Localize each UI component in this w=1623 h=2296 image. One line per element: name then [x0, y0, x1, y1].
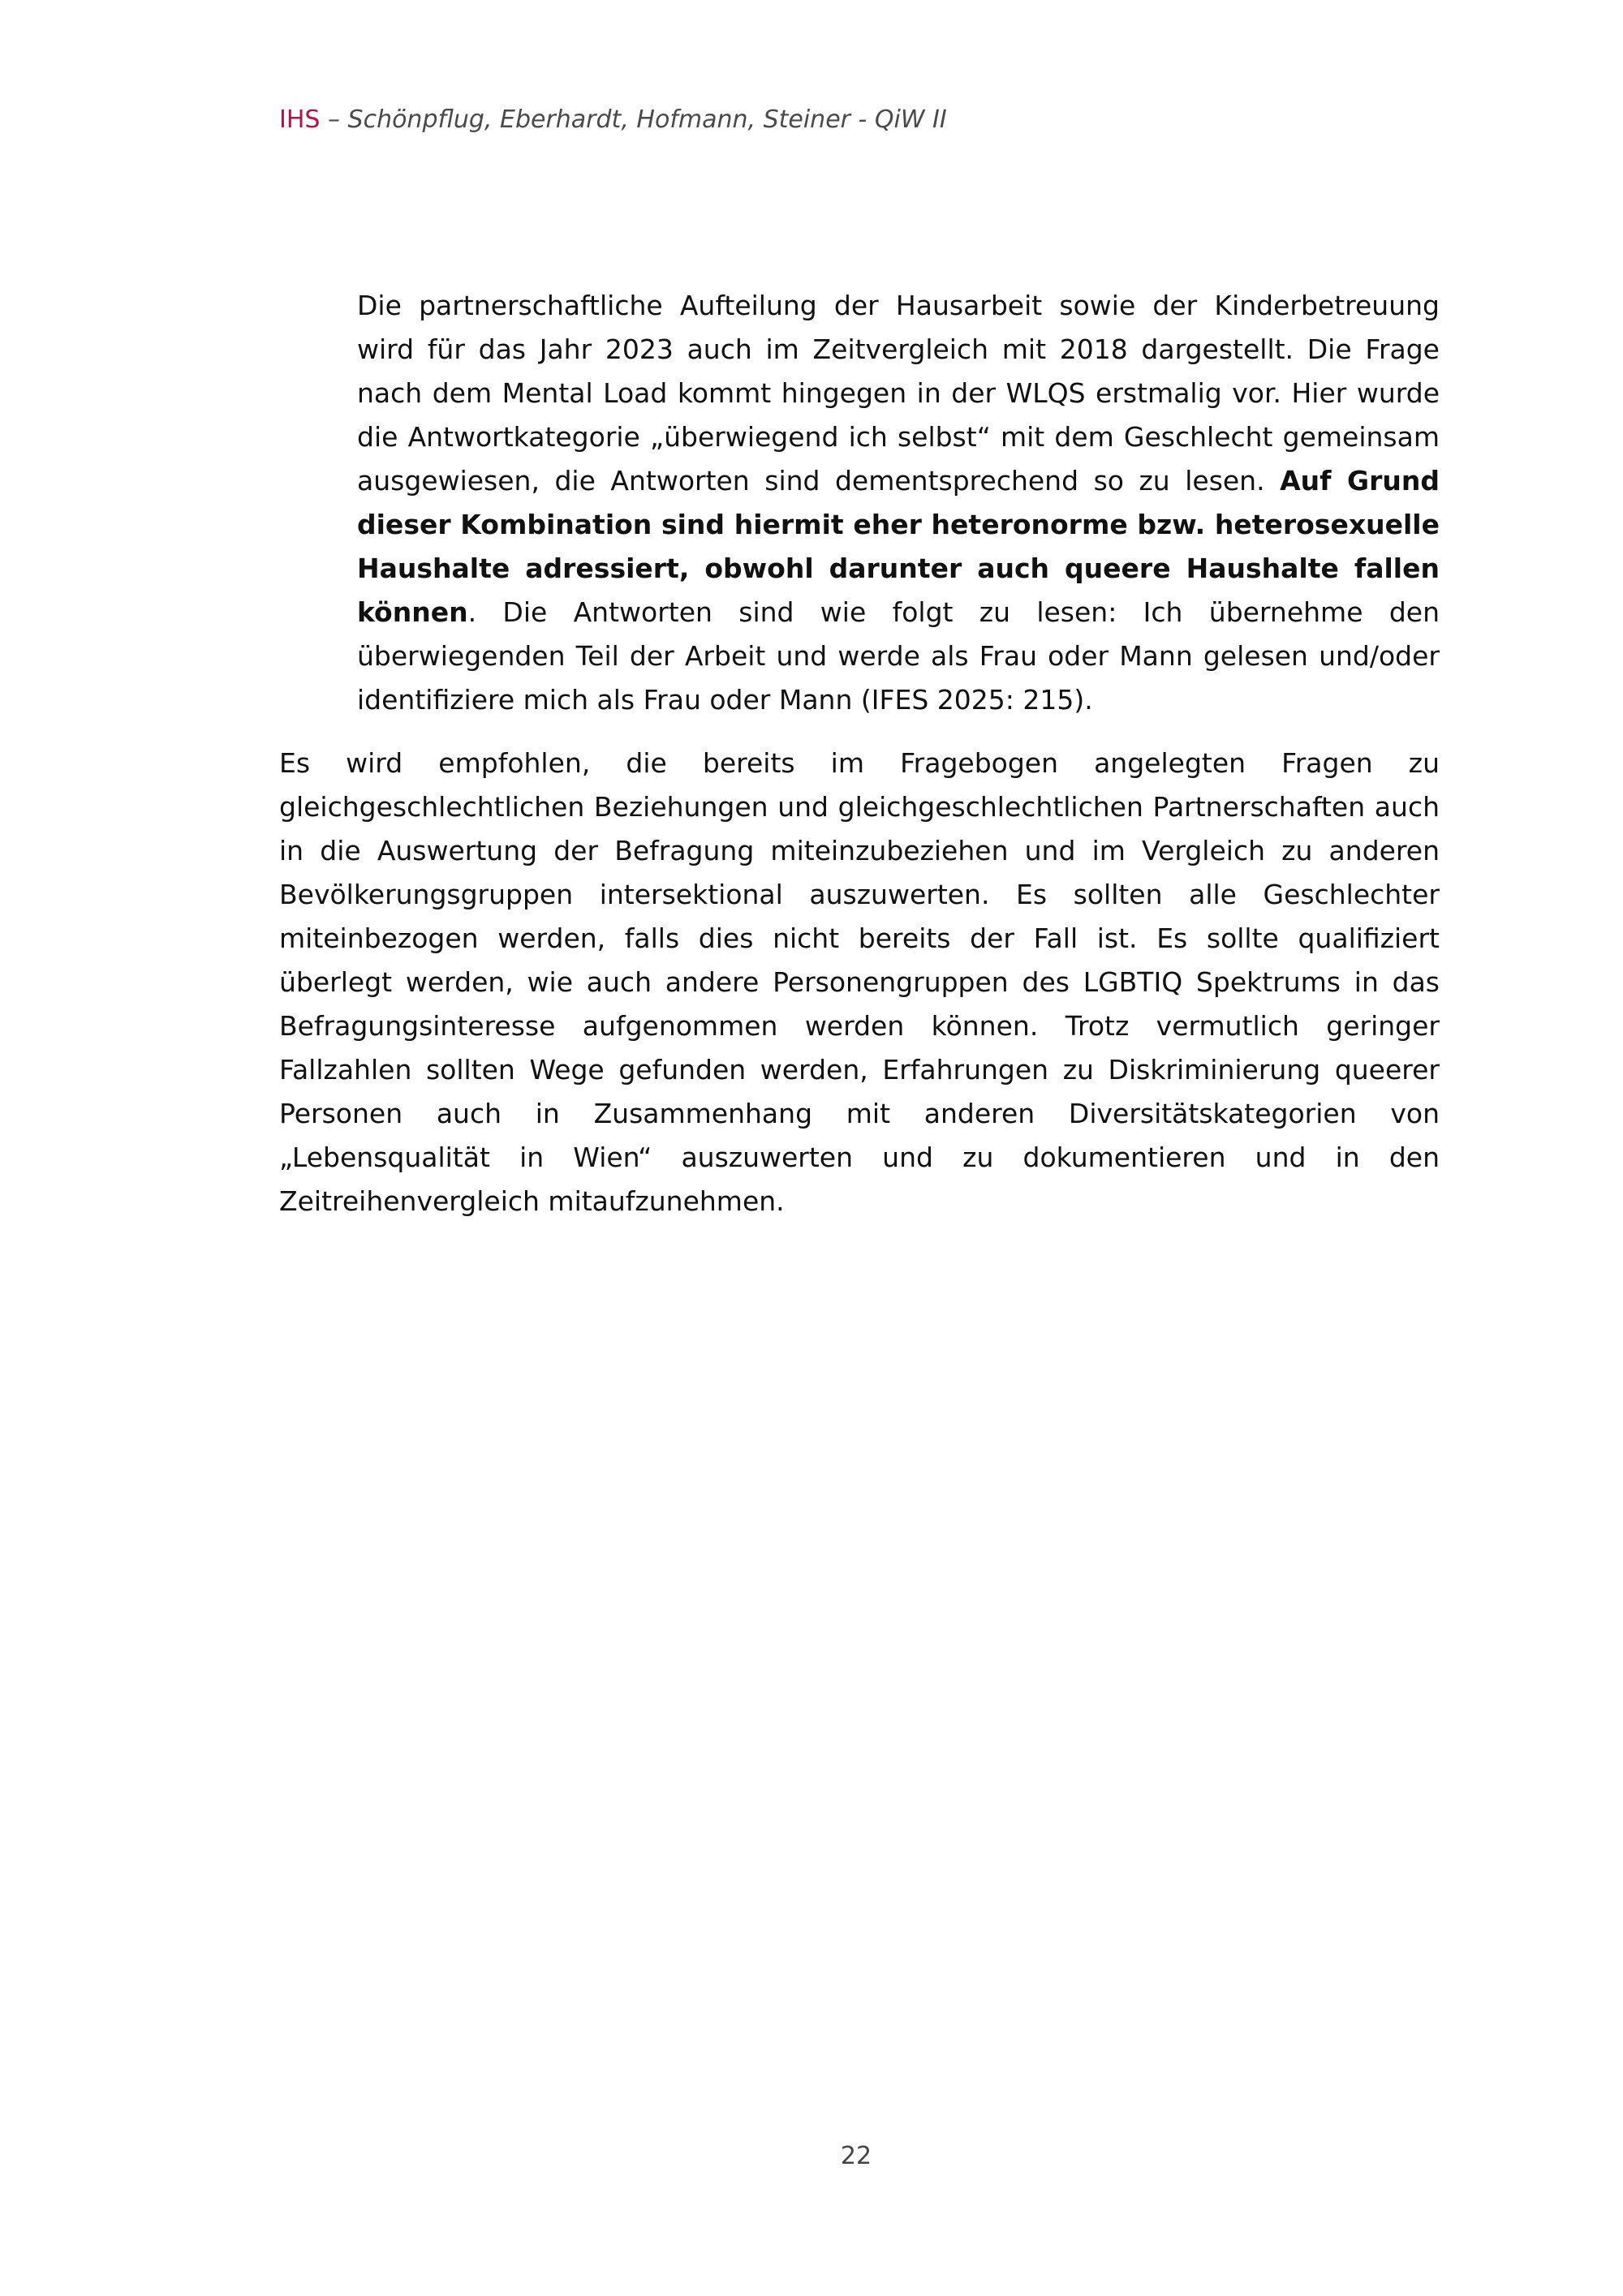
page-header [279, 104, 947, 136]
quote-text-part1: Die partnerschaftliche Aufteilung der Hausarbeit sowie der Kinderbetreuung wird für das Jahr 2023 auch im Zeitvergleich mit 2018 dargestellt. Die Frage nach dem Mental Load kommt hingegen in der WLQS erstmalig vor. Hier wurde die Antwortkategorie „überwiegend ich selbst“ mit dem Geschlecht gemeinsam ausgewiesen, die Antworten sind dementsprechend so zu lesen. [357, 290, 1440, 497]
indented-quote-block [357, 284, 1440, 722]
quote-text-part2: . Die Antworten sind wie folgt zu lesen: Ich übernehme den überwiegenden Teil der Arbeit und werde als Frau oder Mann gelesen und/oder identifiziere mich als Frau oder Mann (IFES 2025: 215). [357, 596, 1440, 716]
quote-bold-text: Auf Grund dieser Kombination sind hiermit eher heteronorme bzw. heterosexuelle Haushalte adressiert, obwohl darunter auch queere Haushalte fallen können [357, 465, 1440, 628]
header-organization: IHS [279, 105, 321, 134]
page-number: 22 [840, 2142, 872, 2170]
header-authors-title: – Schönpflug, Eberhardt, Hofmann, Steiner - QiW II [320, 105, 947, 134]
main-content [279, 284, 1440, 1223]
body-paragraph: Es wird empfohlen, die bereits im Fragebogen angelegten Fragen zu gleichgeschlechtlichen Beziehungen und gleichgeschlechtlichen Partnerschaften auch in die Auswertung der Befragung miteinzubeziehen und im Vergleich zu anderen Bevölkerungsgruppen intersektional auszuwerten. Es sollten alle Geschlechter miteinbezogen werden, falls dies nicht bereits der Fall ist. Es sollte qualifiziert überlegt werden, wie auch andere Personengruppen des LGBTIQ Spektrums in das Befragungsinteresse aufgenommen werden können. Trotz vermutlich geringer Fallzahlen sollten Wege gefunden werden, Erfahrungen zu Diskriminierung queerer Personen auch in Zusammenhang mit anderen Diversitätskategorien von „Lebensqualität in Wien“ auszuwerten und zu dokumentieren und in den Zeitreihenvergleich mitaufzunehmen. [279, 747, 1440, 1217]
